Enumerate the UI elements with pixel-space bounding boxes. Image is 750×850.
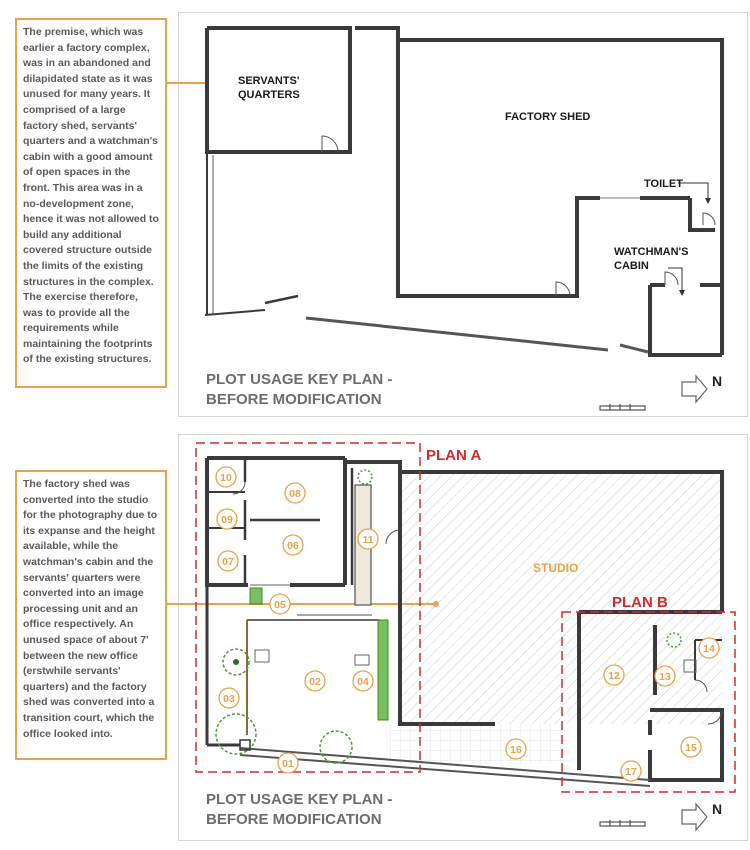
top-caption bbox=[206, 370, 392, 410]
tree-icon bbox=[358, 470, 372, 484]
factory-shed-label: FACTORY SHED bbox=[505, 111, 591, 123]
bottom-caption bbox=[206, 790, 392, 830]
svg-text:13: 13 bbox=[659, 671, 671, 683]
svg-text:14: 14 bbox=[703, 643, 715, 655]
factory-door-swing bbox=[556, 282, 570, 296]
plan-a-label: PLAN A bbox=[426, 447, 482, 464]
room-badge-03 bbox=[219, 688, 239, 708]
svg-text:16: 16 bbox=[510, 744, 522, 756]
planter-strip bbox=[378, 620, 388, 720]
svg-text:03: 03 bbox=[223, 693, 235, 705]
toilet-leader-arrowhead bbox=[705, 198, 711, 204]
svg-text:02: 02 bbox=[309, 676, 321, 688]
room-badge-04 bbox=[353, 671, 373, 691]
svg-text:17: 17 bbox=[625, 766, 637, 778]
room-badge-01 bbox=[278, 753, 298, 773]
svg-text:07: 07 bbox=[222, 556, 234, 568]
north-arrow-icon bbox=[682, 804, 707, 830]
front-compound-walls bbox=[306, 318, 648, 352]
room-badge-08 bbox=[285, 483, 305, 503]
room-badge-17 bbox=[621, 761, 641, 781]
svg-text:05: 05 bbox=[274, 599, 286, 611]
svg-text:11: 11 bbox=[362, 534, 374, 546]
cabin-leader-arrowhead bbox=[679, 290, 685, 296]
bottom-note-text: The factory shed was converted into the studio for the photography due to its expanse and the height available, while the watchman's cabin and the servants' quarters were converted into an image processing unit and an office respectively. An unused space of about 7' between the new office (erstwhile servants' quarters) and the factory shed was converted into a transition court, which the office looked into. bbox=[23, 478, 158, 740]
servants-quarters-walls bbox=[205, 28, 350, 315]
room-badge-10 bbox=[216, 467, 236, 487]
servants-label-line1: SERVANTS' bbox=[238, 75, 300, 87]
watchman-label-line1: WATCHMAN'S bbox=[614, 246, 689, 258]
svg-text:15: 15 bbox=[685, 742, 697, 754]
servants-door-swing bbox=[322, 136, 338, 152]
svg-text:09: 09 bbox=[221, 514, 233, 526]
svg-text:10: 10 bbox=[220, 472, 232, 484]
north-label: N bbox=[712, 801, 723, 817]
desk-icon bbox=[255, 650, 269, 662]
court-paving bbox=[390, 724, 570, 764]
bottom-caption-line2: BEFORE MODIFICATION bbox=[206, 811, 382, 828]
toilet-label: TOILET bbox=[644, 178, 683, 190]
room-badge-14 bbox=[699, 638, 719, 658]
top-note-text: The premise, which was earlier a factory complex, was in an abandoned and dilapidated state as it was unused for many years. It comprised of a large factory shed, servants' quarters and a watchman's cabin with a good amount of open spaces in the front. This area was in a no-development zone, hence it was not allowed to build any additional covered structure outside the limits of the existing structures in the complex. The exercise therefore, was to provide all the requirements while maintaining the footprints of the existing structures. bbox=[23, 26, 159, 366]
tree-icon bbox=[320, 731, 352, 763]
bottom-floor-plan bbox=[0, 420, 750, 850]
scale-bar-icon bbox=[600, 404, 645, 410]
top-floor-plan bbox=[0, 0, 750, 420]
cabin-leader bbox=[668, 268, 682, 292]
cabin-door-swing bbox=[665, 272, 678, 285]
svg-text:04: 04 bbox=[357, 676, 369, 688]
top-caption-line2: BEFORE MODIFICATION bbox=[206, 391, 382, 408]
room-badge-07 bbox=[218, 551, 238, 571]
scale-bar-icon bbox=[600, 820, 645, 826]
room-badge-09 bbox=[217, 509, 237, 529]
north-label: N bbox=[712, 373, 723, 389]
plan-a-door-swing-2 bbox=[386, 530, 400, 544]
desk-icon bbox=[355, 655, 369, 665]
svg-text:01: 01 bbox=[282, 758, 294, 770]
studio-label: STUDIO bbox=[533, 561, 579, 575]
room-badge-16 bbox=[506, 739, 526, 759]
svg-text:08: 08 bbox=[289, 488, 301, 500]
watchman-label-line2: CABIN bbox=[614, 260, 649, 272]
north-arrow-icon bbox=[682, 376, 707, 402]
room-badge-05 bbox=[270, 594, 290, 614]
room-badge-02 bbox=[305, 671, 325, 691]
plan-b-label: PLAN B bbox=[612, 594, 668, 611]
tree-icon bbox=[233, 659, 239, 665]
studio-hatch bbox=[400, 472, 722, 724]
svg-text:12: 12 bbox=[608, 670, 620, 682]
room-badge-12 bbox=[604, 665, 624, 685]
bottom-caption-line1: PLOT USAGE KEY PLAN - bbox=[206, 791, 393, 808]
room-badge-06 bbox=[283, 535, 303, 555]
planter-strip-05 bbox=[250, 588, 262, 604]
factory-shed-walls bbox=[355, 28, 722, 355]
room-badge-13 bbox=[655, 666, 675, 686]
servants-label-line2: QUARTERS bbox=[238, 89, 300, 101]
office-walls bbox=[207, 585, 380, 745]
room-badge-15 bbox=[681, 737, 701, 757]
room-badge-11 bbox=[358, 529, 378, 549]
svg-text:06: 06 bbox=[287, 540, 299, 552]
top-caption-line1: PLOT USAGE KEY PLAN - bbox=[206, 371, 393, 388]
toilet-door-swing bbox=[703, 213, 715, 225]
